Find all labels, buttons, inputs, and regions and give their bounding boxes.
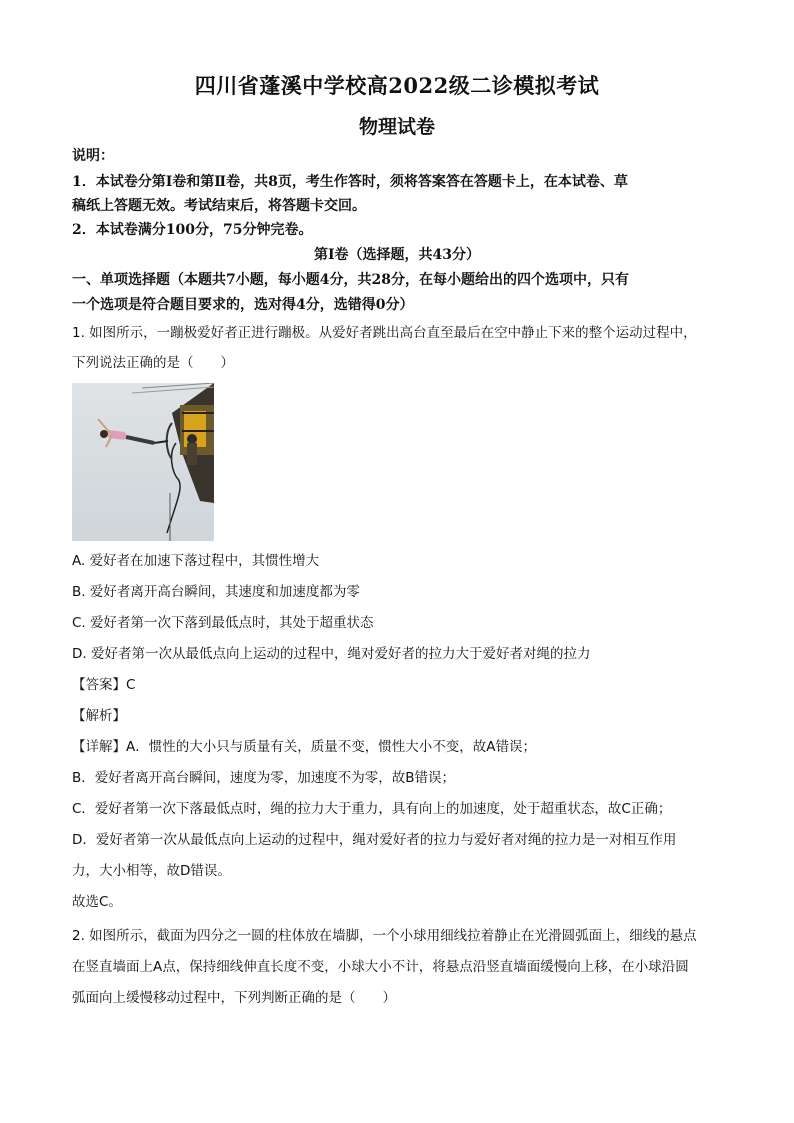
q1-conclusion: 故选C。	[72, 894, 122, 910]
exam-title: 四川省蓬溪中学校高2022级二诊模拟考试	[194, 73, 600, 98]
q1-analysis-label: 【解析】	[72, 708, 126, 724]
q1-detail-b: B．爱好者离开高台瞬间，速度为零，加速度不为零，故B错误；	[72, 770, 456, 786]
q2-stem-line-2: 在竖直墙面上A点，保持细线伸直长度不变，小球大小不计，将悬点沿竖直墙面缓慢向上移，在小球沿圆	[72, 959, 689, 975]
q1-detail-c: C．爱好者第一次下落最低点时，绳的拉力大于重力，具有向上的加速度，处于超重状态，故C正确；	[72, 801, 672, 817]
q1-answer: 【答案】C	[72, 677, 136, 693]
q1-option-a: A. 爱好者在加速下落过程中，其惯性增大	[72, 553, 320, 569]
q1-stem-line-2: 下列说法正确的是（ ）	[72, 355, 234, 371]
instructions-heading: 说明：	[72, 148, 114, 164]
bungee-jump-photo	[72, 383, 214, 541]
q2-stem-line-3: 弧面向上缓慢移动过程中，下列判断正确的是（ ）	[72, 990, 396, 1006]
exam-subtitle: 物理试卷	[358, 116, 435, 138]
q1-detail-d-line-1: D．爱好者第一次从最低点向上运动的过程中，绳对爱好者的拉力与爱好者对绳的拉力是一对相互作用	[72, 832, 677, 848]
q1-option-b: B. 爱好者离开高台瞬间，其速度和加速度都为零	[72, 584, 360, 600]
q1-option-d: D. 爱好者第一次从最低点向上运动的过程中，绳对爱好者的拉力大于爱好者对绳的拉力	[72, 646, 591, 662]
q1-option-c: C. 爱好者第一次下落到最低点时，其处于超重状态	[72, 615, 374, 631]
q1-detail-d-line-2: 力，大小相等，故D错误。	[72, 863, 231, 879]
q1-detail-a: 【详解】A．惯性的大小只与质量有关，质量不变，惯性大小不变，故A错误；	[72, 739, 536, 755]
q2-stem-line-1: 2. 如图所示，截面为四分之一圆的柱体放在墙脚，一个小球用细线拉着静止在光滑圆弧面上，细线的悬点	[72, 928, 697, 944]
instruction-item-1-line-1: 1．本试卷分第Ⅰ卷和第Ⅱ卷，共8页，考生作答时，须将答案答在答题卡上，在本试卷、草	[72, 174, 628, 190]
section-intro-line-2: 一个选项是符合题目要求的，选对得4分，选错得0分）	[72, 297, 414, 313]
q1-stem-line-1: 1. 如图所示，一蹦极爱好者正进行蹦极。从爱好者跳出高台直至最后在空中静止下来的整个运动过程中，	[72, 325, 697, 341]
instruction-item-2: 2．本试卷满分100分，75分钟完卷。	[72, 222, 313, 238]
section-intro-line-1: 一、单项选择题（本题共7小题，每小题4分，共28分，在每小题给出的四个选项中，只有	[72, 272, 629, 288]
instruction-item-1-line-2: 稿纸上答题无效。考试结束后，将答题卡交回。	[72, 198, 366, 214]
section-heading: 第Ⅰ卷（选择题，共43分）	[313, 247, 481, 263]
